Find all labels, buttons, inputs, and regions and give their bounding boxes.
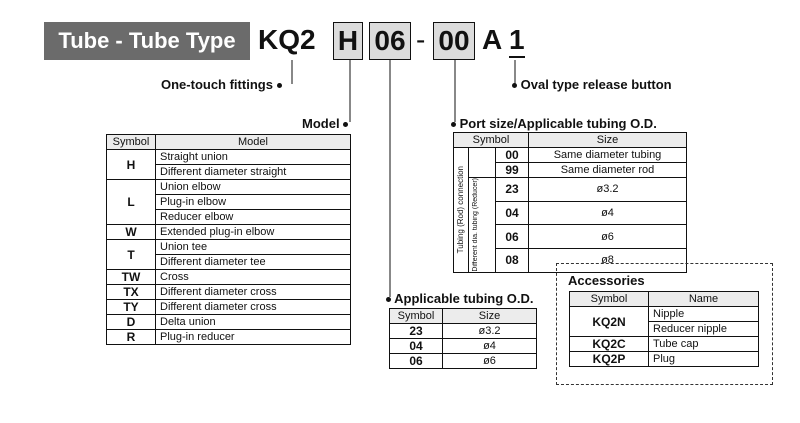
table-cell-model: Different diameter cross [156,300,351,315]
table-cell-size: ø4 [443,339,537,354]
table-row-symbol: R [107,330,156,345]
code-port: 06 [369,22,411,60]
table-row-symbol: 06 [496,225,529,249]
port-spacer [469,163,496,178]
table-row-symbol: H [107,150,156,180]
table-cell-model: Reducer elbow [156,210,351,225]
table-cell-size: Same diameter rod [529,163,687,178]
code-dash: - [416,24,426,55]
bullet-dot [277,83,282,88]
table-row-symbol: 08 [496,248,529,272]
table-row-symbol: L [107,180,156,225]
table-cell-model: Cross [156,270,351,285]
bullet-dot [343,122,348,127]
table-cell-model: Delta union [156,315,351,330]
table-row-symbol: 23 [496,178,529,202]
table-row-symbol: D [107,315,156,330]
table-cell-model: Different diameter tee [156,255,351,270]
label-one-touch: One-touch fittings [161,77,282,92]
table-cell-size: ø6 [443,354,537,369]
table-cell-size: ø6 [529,225,687,249]
table-cell-name: Plug [649,352,759,367]
code-a: A [482,24,503,55]
tubing-table-header-symbol: Symbol [390,309,443,324]
table-cell-model: Straight union [156,150,351,165]
acc-table-header-symbol: Symbol [570,292,649,307]
table-row-symbol: 06 [390,354,443,369]
tubing-table-header-size: Size [443,309,537,324]
accessories-title: Accessories [568,273,645,288]
table-row-symbol: TY [107,300,156,315]
code-release: 1 [509,20,525,58]
table-cell-size: Same diameter tubing [529,148,687,163]
bullet-dot [512,83,517,88]
table-row-symbol: 04 [390,339,443,354]
table-cell-model: Plug-in elbow [156,195,351,210]
acc-table-header-name: Name [649,292,759,307]
accessories-box [556,263,773,385]
table-row-symbol: KQ2N [570,307,649,337]
port-table-header-size: Size [529,133,687,148]
table-row-symbol: 04 [496,201,529,225]
port-spacer [469,148,496,163]
model-table [106,134,351,345]
bullet-dot [451,122,456,127]
port-side-label-inner: Different dia. tubing (Reducer) [469,178,496,273]
tubing-table [389,308,537,369]
table-row-symbol: KQ2P [570,352,649,367]
table-row-symbol: W [107,225,156,240]
label-applicable-tubing: Applicable tubing O.D. [386,291,534,306]
table-cell-model: Different diameter cross [156,285,351,300]
table-cell-model: Extended plug-in elbow [156,225,351,240]
table-cell-size: ø3.2 [443,324,537,339]
code-model: H [333,22,363,60]
title-badge: Tube - Tube Type [44,22,250,60]
table-row-symbol: KQ2C [570,337,649,352]
table-cell-size: ø4 [529,201,687,225]
model-table-header-model: Model [156,135,351,150]
table-row-symbol: TW [107,270,156,285]
table-cell-model: Different diameter straight [156,165,351,180]
table-cell-model: Union elbow [156,180,351,195]
table-row-symbol: 00 [496,148,529,163]
table-cell-model: Union tee [156,240,351,255]
port-size-table [453,132,687,273]
table-cell-name: Tube cap [649,337,759,352]
table-row-symbol: T [107,240,156,270]
table-cell-name: Reducer nipple [649,322,759,337]
code-series: KQ2 [258,24,316,55]
code-tubing: 00 [433,22,475,60]
table-row-symbol: TX [107,285,156,300]
table-cell-size: ø8 [529,248,687,272]
table-cell-model: Plug-in reducer [156,330,351,345]
table-cell-size: ø3.2 [529,178,687,202]
accessories-table [569,291,759,367]
bullet-dot [386,297,391,302]
label-oval: Oval type release button [512,77,672,92]
label-port-size: Port size/Applicable tubing O.D. [451,116,657,131]
table-row-symbol: 23 [390,324,443,339]
table-row-symbol: 99 [496,163,529,178]
port-table-header-symbol: Symbol [454,133,529,148]
port-side-label-outer: Tubing (Rod) connection [454,148,469,273]
model-table-header-symbol: Symbol [107,135,156,150]
label-model: Model [302,116,348,131]
table-cell-name: Nipple [649,307,759,322]
